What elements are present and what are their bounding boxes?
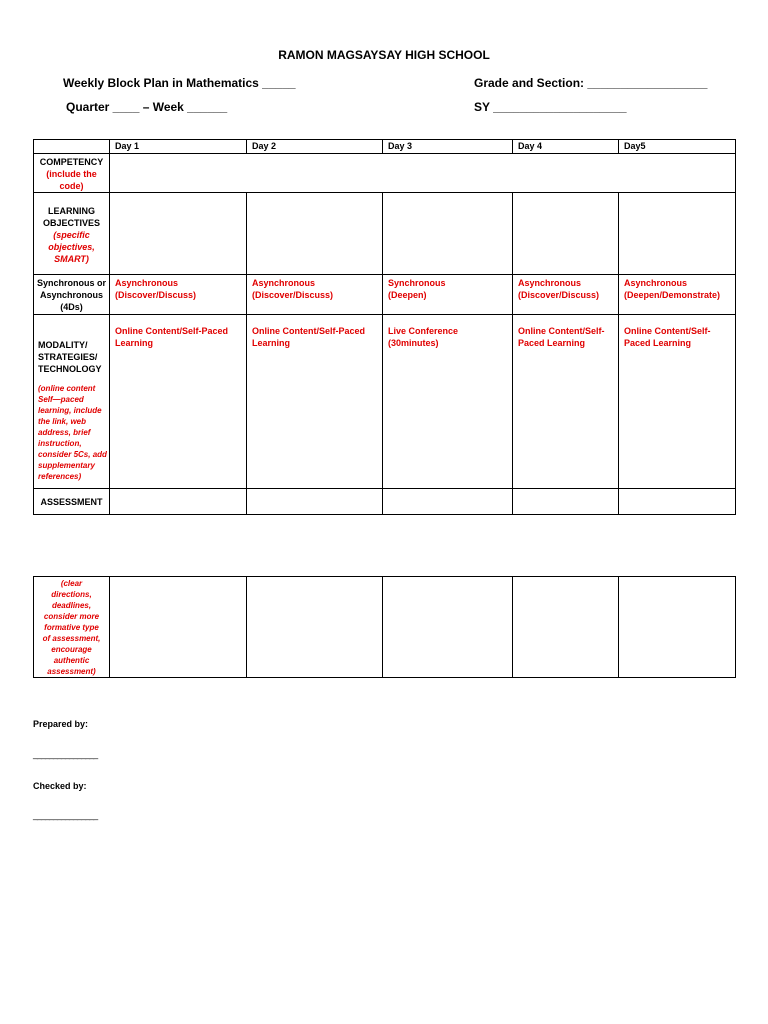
assessment-cell-day4[interactable] (513, 489, 619, 515)
assessment-cell-day1[interactable] (110, 489, 247, 515)
assessment-note-cell-day4[interactable] (513, 577, 619, 678)
objectives-cell-day5[interactable] (619, 193, 736, 275)
assessment-cell-day3[interactable] (383, 489, 513, 515)
day-header-4: Day 4 (513, 140, 619, 154)
school-name: RAMON MAGSAYSAY HIGH SCHOOL (278, 48, 490, 62)
assessment-note-cell-day3[interactable] (383, 577, 513, 678)
competency-row (34, 154, 736, 193)
assessment-note-row (34, 577, 736, 678)
sync-row (34, 275, 736, 315)
assessment-continuation-table (33, 576, 736, 678)
sync-value-day3: Synchronous (Deepen) (388, 278, 446, 300)
modality-cell-day5 (619, 315, 736, 489)
school-year-field: SY ____________________ (474, 100, 627, 114)
sync-cell-day2 (247, 275, 383, 315)
sync-value-day4: Asynchronous (Discover/Discuss) (518, 278, 600, 300)
learning-objectives-label: LEARNING OBJECTIVES (42, 206, 100, 228)
modality-cell-day2 (247, 315, 383, 489)
modality-note: (online content Self—paced learning, include the link, web address, brief instruction, consider 5Cs, add supplementary references) (38, 384, 107, 481)
table-header-row (34, 140, 736, 154)
day-header-5: Day5 (619, 140, 736, 154)
objectives-cell-day2[interactable] (247, 193, 383, 275)
assessment-cell-day5[interactable] (619, 489, 736, 515)
competency-value-cell[interactable] (110, 154, 736, 193)
modality-value-day3: Live Conference (30minutes) (388, 326, 459, 348)
modality-value-day4: Online Content/Self-Paced Learning (518, 326, 605, 348)
objectives-cell-day1[interactable] (110, 193, 247, 275)
competency-note: (include the code) (46, 169, 97, 191)
assessment-note-cell-day5[interactable] (619, 577, 736, 678)
grade-section-field: Grade and Section: __________________ (474, 76, 708, 90)
modality-value-day2: Online Content/Self-Paced Learning (252, 326, 366, 348)
sync-value-day5: Asynchronous (Deepen/Demonstrate) (624, 278, 721, 300)
assessment-note: (clear directions, deadlines, consider more formative type of assessment, encourage authentic assessment) (34, 577, 110, 678)
assessment-cell-day2[interactable] (247, 489, 383, 515)
weekly-plan-title: Weekly Block Plan in Mathematics _____ (63, 76, 296, 90)
modality-cell-day3 (383, 315, 513, 489)
assessment-note-cell-day1[interactable] (110, 577, 247, 678)
competency-label-cell (34, 154, 110, 193)
assessment-note-cell-day2[interactable] (247, 577, 383, 678)
table-corner-cell (34, 140, 110, 154)
objectives-cell-day4[interactable] (513, 193, 619, 275)
objectives-cell-day3[interactable] (383, 193, 513, 275)
sync-label: Synchronous or Asynchronous (4Ds) (34, 275, 110, 315)
prepared-by-label: Prepared by: (33, 719, 89, 729)
learning-objectives-label-cell (34, 193, 110, 275)
sync-value-day1: Asynchronous (Discover/Discuss) (115, 278, 197, 300)
modality-cell-day1 (110, 315, 247, 489)
modality-label-cell (34, 315, 110, 489)
modality-label: MODALITY/ STRATEGIES/ TECHNOLOGY (38, 340, 102, 374)
modality-cell-day4 (513, 315, 619, 489)
assessment-label: ASSESSMENT (34, 489, 110, 515)
sync-cell-day3 (383, 275, 513, 315)
modality-value-day5: Online Content/Self-Paced Learning (624, 326, 711, 348)
assessment-row (34, 489, 736, 515)
learning-objectives-note: (specific objectives, SMART) (48, 230, 95, 264)
competency-label: COMPETENCY (39, 157, 104, 167)
sync-cell-day1 (110, 275, 247, 315)
checked-by-label: Checked by: (33, 781, 87, 791)
checked-by-line: ________________ (33, 810, 98, 820)
modality-row (34, 315, 736, 489)
learning-objectives-row (34, 193, 736, 275)
day-header-2: Day 2 (247, 140, 383, 154)
sync-cell-day5 (619, 275, 736, 315)
quarter-week-field: Quarter ____ – Week ______ (66, 100, 228, 114)
sync-cell-day4 (513, 275, 619, 315)
day-header-1: Day 1 (110, 140, 247, 154)
modality-value-day1: Online Content/Self-Paced Learning (115, 326, 229, 348)
sync-value-day2: Asynchronous (Discover/Discuss) (252, 278, 334, 300)
weekly-plan-table (33, 139, 736, 515)
day-header-3: Day 3 (383, 140, 513, 154)
prepared-by-line: ________________ (33, 749, 98, 759)
